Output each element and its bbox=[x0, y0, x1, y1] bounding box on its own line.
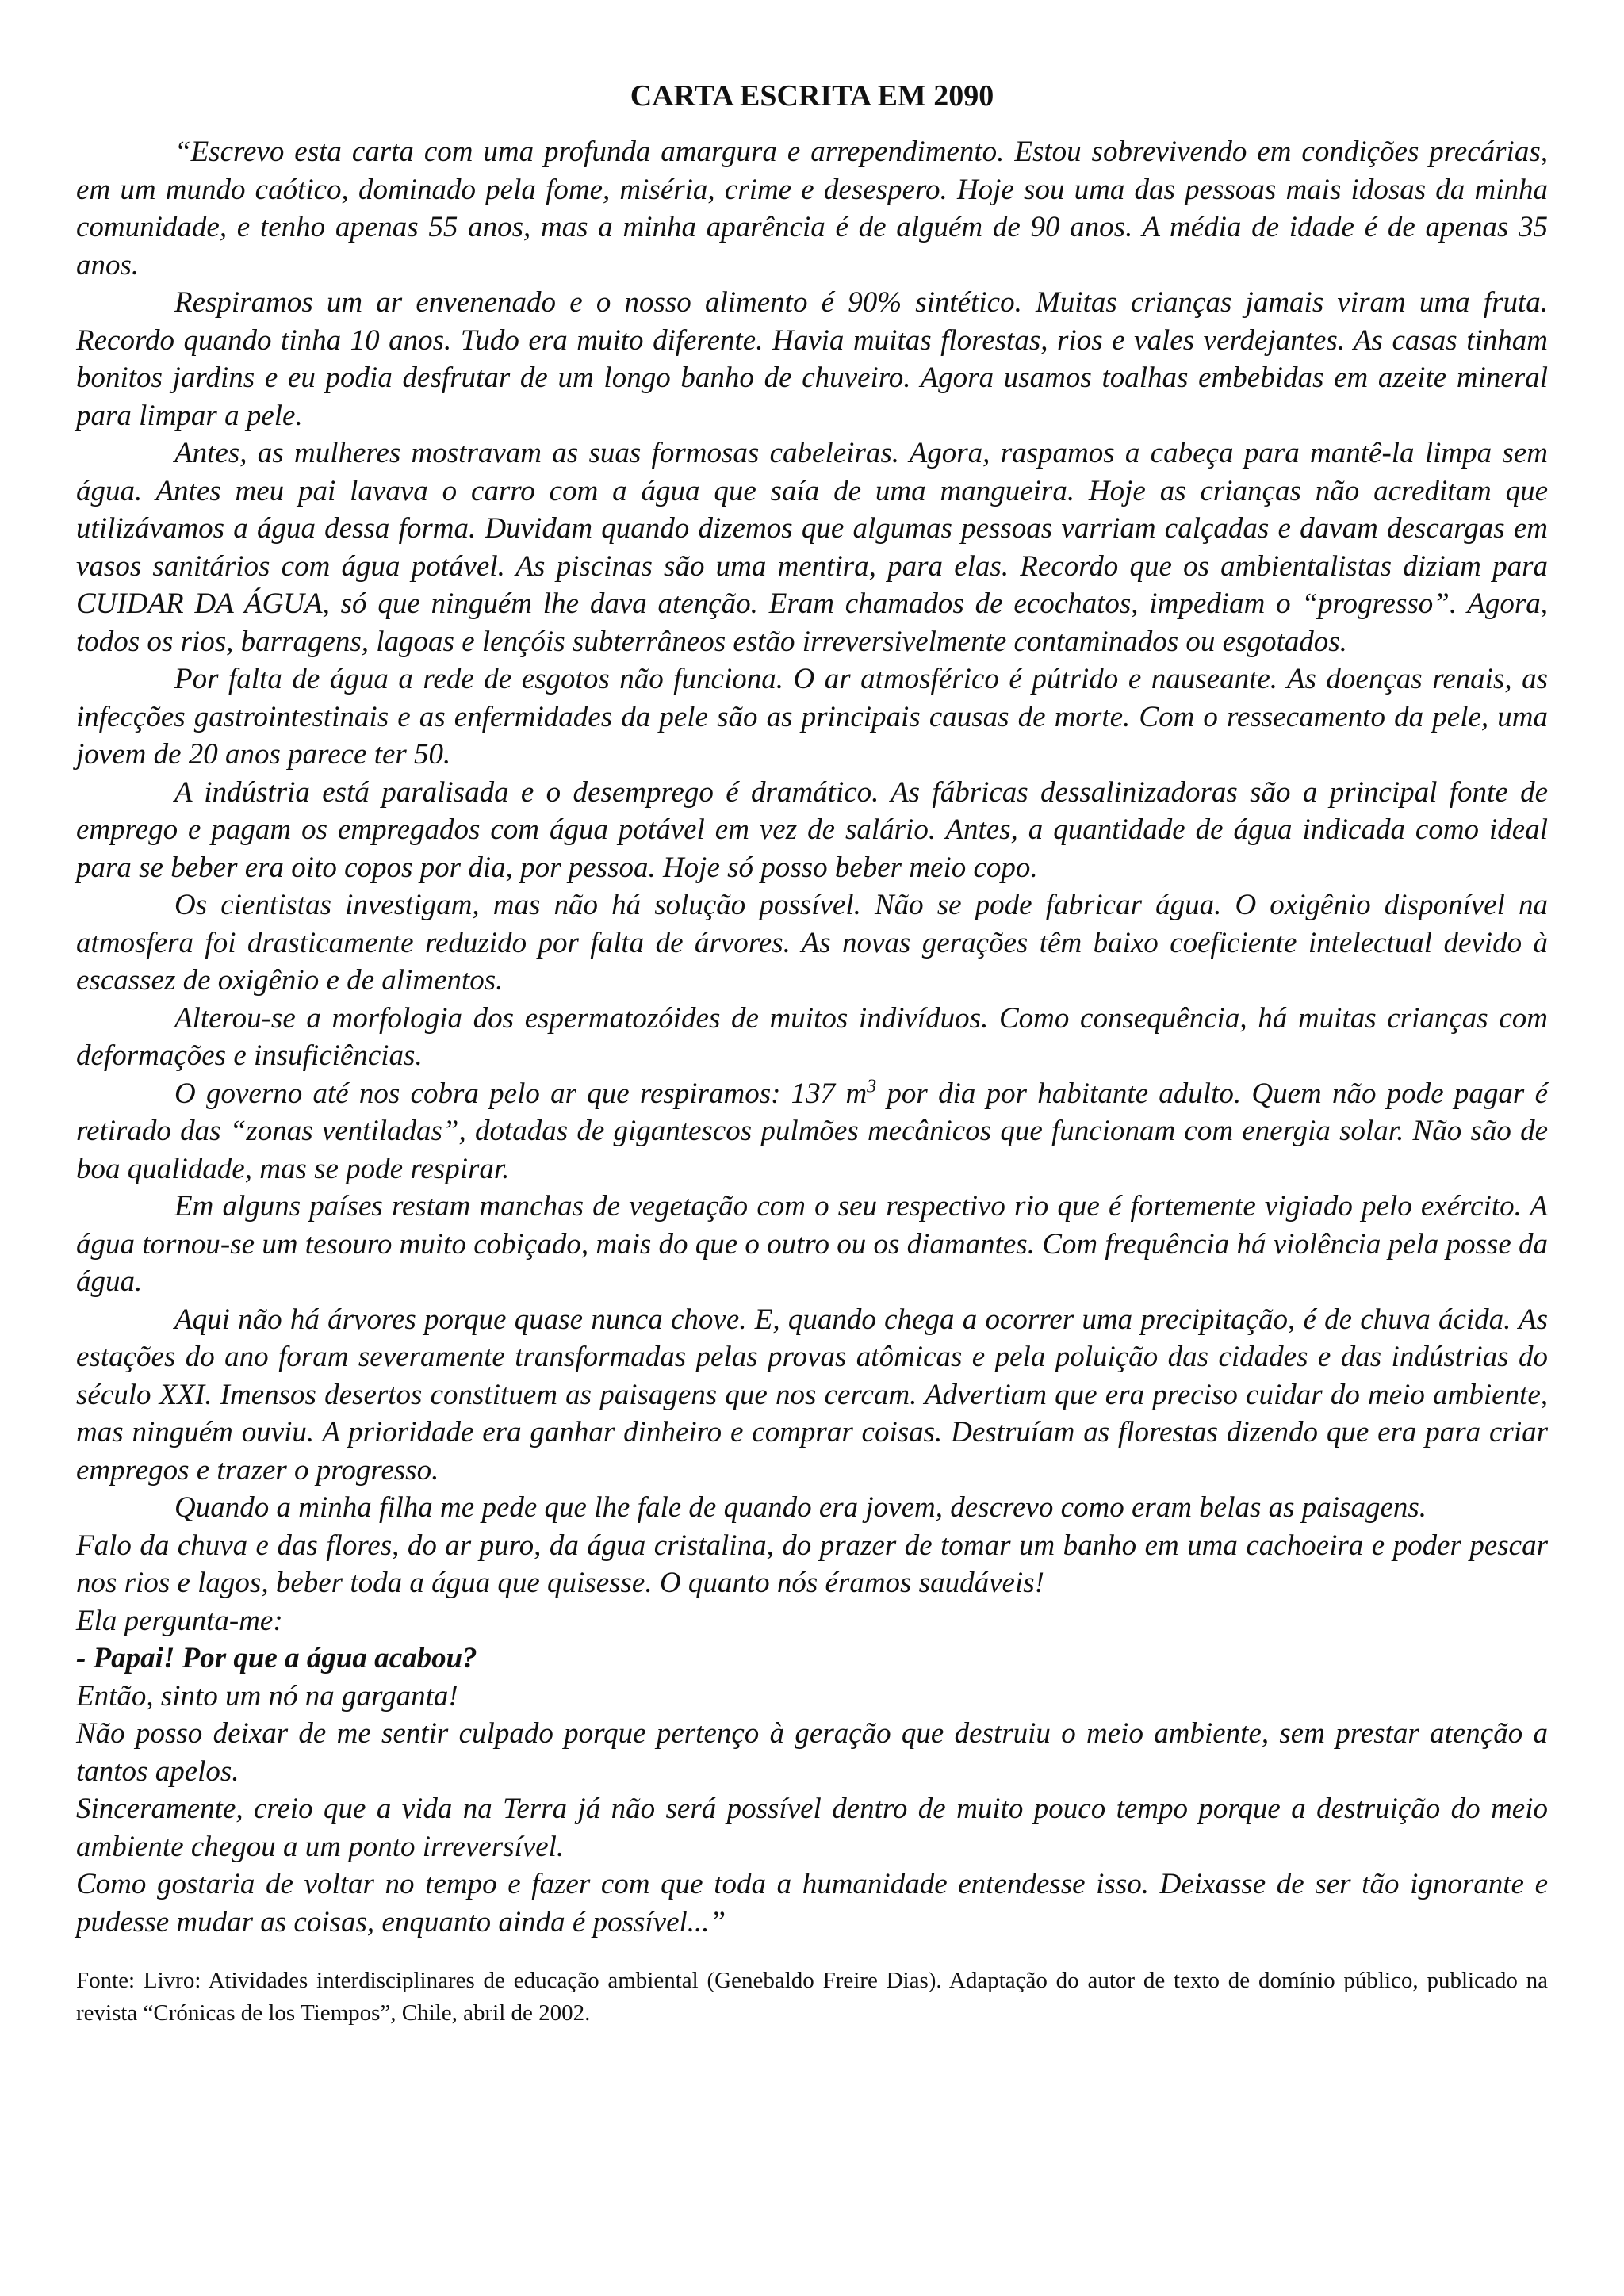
document-page bbox=[76, 76, 1548, 2053]
letter-paragraph: Alterou-se a morfologia dos espermatozóides de muitos indivíduos. Como consequência, há muitas crianças com deformações e insuficiências. bbox=[76, 1001, 1548, 1072]
letter-paragraph-air-tax bbox=[76, 1075, 1548, 1188]
letter-paragraph: Quando a minha filha me pede que lhe fale de quando era jovem, descrevo como eram belas as paisagens. bbox=[174, 1491, 1427, 1524]
air-tax-superscript: 3 bbox=[867, 1076, 877, 1097]
air-tax-text-after: por dia por habitante adulto. Quem não pode pagar é retirado das “zonas ventiladas”, dotadas de gigantescos pulmões mecânicos que funcionam com energia solar. Não são de boa qualidade, mas se pode respirar. bbox=[76, 1077, 1548, 1185]
air-tax-text-before: O governo até nos cobra pelo ar que respiramos: 137 m bbox=[174, 1077, 868, 1110]
letter-line: Como gostaria de voltar no tempo e fazer com que toda a humanidade entendesse isso. Deixasse de ser tão ignorante e pudesse mudar as coisas, enquanto ainda é possível...” bbox=[76, 1868, 1548, 1938]
document-title: CARTA ESCRITA EM 2090 bbox=[630, 79, 994, 113]
letter-paragraph: Antes, as mulheres mostravam as suas formosas cabeleiras. Agora, raspamos a cabeça para mantê-la limpa sem água. Antes meu pai lavava o carro com a água que saía de uma mangueira. Hoje as crianças não acreditam que utilizávamos a água dessa forma. Duvidam quando dizemos que algumas pessoas varriam calçadas e davam descargas em vasos sanitários com água potável. As piscinas são uma mentira, para elas. Recordo que os ambientalistas diziam para CUIDAR DA ÁGUA, só que ninguém lhe dava atenção. Eram chamados de ecochatos, impediam o “progresso”. Agora, todos os rios, barragens, lagoas e lençóis subterrâneos estão irreversivelmente contaminados ou esgotados. bbox=[76, 437, 1548, 658]
letter-line: Ela pergunta-me: bbox=[76, 1604, 283, 1637]
letter-line: Não posso deixar de me sentir culpado porque pertenço à geração que destruiu o meio ambiente, sem prestar atenção a tantos apelos. bbox=[76, 1717, 1548, 1788]
letter-body bbox=[76, 133, 1548, 1941]
letter-line: Falo da chuva e das flores, do ar puro, da água cristalina, do prazer de tomar um banho em uma cachoeira e poder pescar nos rios e lagos, beber toda a água que quisesse. O quanto nós éramos saudáveis! bbox=[76, 1529, 1548, 1599]
letter-paragraph: Em alguns países restam manchas de vegetação com o seu respectivo rio que é fortemente vigiado pelo exército. A água tornou-se um tesouro muito cobiçado, mais do que o outro ou os diamantes. Com frequência há violência pela posse da água. bbox=[76, 1190, 1548, 1298]
child-question: - Papai! Por que a água acabou? bbox=[76, 1642, 477, 1674]
source-citation: Fonte: Livro: Atividades interdisciplinares de educação ambiental (Genebaldo Freire Dias). Adaptação do autor de texto de domínio público, publicado na revista “Crónicas de los Tiempos”, Chile, abril de 2002. bbox=[76, 1968, 1548, 2026]
letter-paragraph: Aqui não há árvores porque quase nunca chove. E, quando chega a ocorrer uma precipitação, é de chuva ácida. As estações do ano foram severamente transformadas pelas provas atômicas e pela poluição das cidades e das indústrias do século XXI. Imensos desertos constituem as paisagens que nos cercam. Advertiam que era preciso cuidar do meio ambiente, mas ninguém ouviu. A prioridade era ganhar dinheiro e comprar coisas. Destruíam as florestas dizendo que era para criar empregos e trazer o progresso. bbox=[76, 1303, 1548, 1487]
letter-paragraph: A indústria está paralisada e o desemprego é dramático. As fábricas dessalinizadoras são a principal fonte de emprego e pagam os empregados com água potável em vez de salário. Antes, a quantidade de água indicada como ideal para se beber era oito copos por dia, por pessoa. Hoje só posso beber meio copo. bbox=[76, 775, 1548, 884]
letter-paragraph: Por falta de água a rede de esgotos não funciona. O ar atmosférico é pútrido e nauseante. As doenças renais, as infecções gastrointestinais e as enfermidades da pele são as principais causas de morte. Com o ressecamento da pele, uma jovem de 20 anos parece ter 50. bbox=[76, 663, 1548, 771]
letter-paragraph: Os cientistas investigam, mas não há solução possível. Não se pode fabricar água. O oxigênio disponível na atmosfera foi drasticamente reduzido por falta de árvores. As novas gerações têm baixo coeficiente intelectual devido à escassez de oxigênio e de alimentos. bbox=[76, 889, 1548, 997]
letter-line: Sinceramente, creio que a vida na Terra já não será possível dentro de muito pouco tempo porque a destruição do meio ambiente chegou a um ponto irreversível. bbox=[76, 1793, 1548, 1863]
letter-line: Então, sinto um nó na garganta! bbox=[76, 1679, 458, 1712]
letter-paragraph: Respiramos um ar envenenado e o nosso alimento é 90% sintético. Muitas crianças jamais viram uma fruta. Recordo quando tinha 10 anos. Tudo era muito diferente. Havia muitas florestas, rios e vales verdejantes. As casas tinham bonitos jardins e eu podia desfrutar de um longo banho de chuveiro. Agora usamos toalhas embebidas em azeite mineral para limpar a pele. bbox=[76, 286, 1548, 432]
letter-paragraph: “Escrevo esta carta com uma profunda amargura e arrependimento. Estou sobrevivendo em condições precárias, em um mundo caótico, dominado pela fome, miséria, crime e desespero. Hoje sou uma das pessoas mais idosas da minha comunidade, e tenho apenas 55 anos, mas a minha aparência é de alguém de 90 anos. A média de idade é de apenas 35 anos. bbox=[76, 136, 1548, 281]
